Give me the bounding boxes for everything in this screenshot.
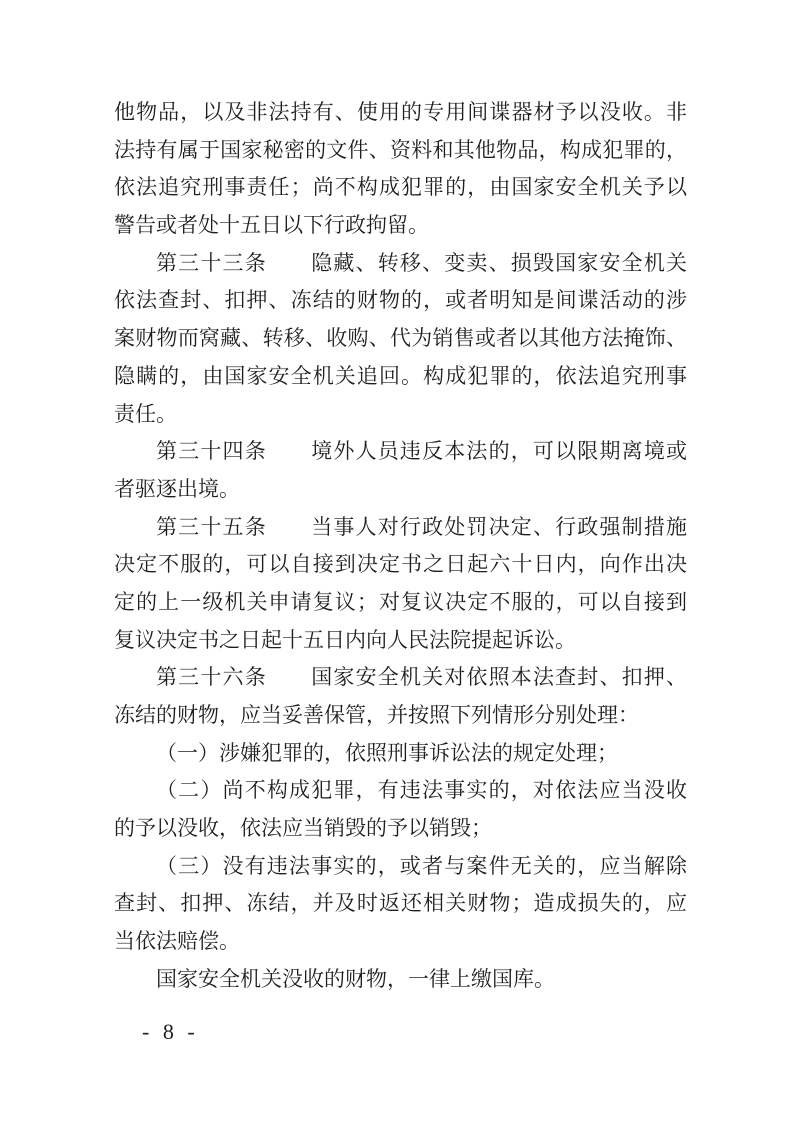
text-line: 案财物而窝藏、转移、收购、代为销售或者以其他方法掩饰、 bbox=[114, 326, 687, 351]
document-text-block bbox=[114, 94, 687, 999]
text-line: 的予以没收，依法应当销毁的予以销毁； bbox=[114, 816, 492, 841]
text-line: 责任。 bbox=[114, 401, 177, 426]
text-line: 依法查封、扣押、冻结的财物的，或者明知是间谍活动的涉 bbox=[114, 288, 687, 313]
text-line: 国家安全机关没收的财物，一律上缴国库。 bbox=[156, 966, 555, 991]
page-number: - 8 - bbox=[142, 1019, 199, 1044]
text-line: 隐瞒的，由国家安全机关追回。构成犯罪的，依法追究刑事 bbox=[114, 363, 687, 388]
text-line: （一）涉嫌犯罪的，依照刑事诉讼法的规定处理； bbox=[156, 740, 618, 765]
text-line: 当依法赔偿。 bbox=[114, 929, 240, 954]
text-line: 复议决定书之日起十五日内向人民法院提起诉讼。 bbox=[114, 627, 576, 652]
text-line: 决定不服的，可以自接到决定书之日起六十日内，向作出决 bbox=[114, 552, 687, 577]
text-line: （三）没有违法事实的，或者与案件无关的，应当解除 bbox=[156, 853, 687, 878]
text-line: 定的上一级机关申请复议；对复议决定不服的，可以自接到 bbox=[114, 589, 687, 614]
text-line: 查封、扣押、冻结，并及时返还相关财物；造成损失的，应 bbox=[114, 891, 687, 916]
text-line: 第三十四条 境外人员违反本法的，可以限期离境或 bbox=[156, 439, 687, 464]
text-line: 第三十六条 国家安全机关对依照本法查封、扣押、 bbox=[156, 665, 687, 690]
text-line: 第三十五条 当事人对行政处罚决定、行政强制措施 bbox=[156, 514, 687, 539]
text-line: 第三十三条 隐藏、转移、变卖、损毁国家安全机关 bbox=[156, 250, 687, 275]
text-line: 者驱逐出境。 bbox=[114, 476, 240, 501]
text-line: 警告或者处十五日以下行政拘留。 bbox=[114, 213, 429, 238]
text-line: 冻结的财物，应当妥善保管，并按照下列情形分别处理： bbox=[114, 703, 639, 727]
text-line: 依法追究刑事责任；尚不构成犯罪的，由国家安全机关予以 bbox=[114, 175, 687, 200]
text-line: （二）尚不构成犯罪，有违法事实的，对依法应当没收 bbox=[156, 778, 687, 803]
text-line: 法持有属于国家秘密的文件、资料和其他物品，构成犯罪的， bbox=[114, 137, 687, 162]
text-line: 他物品，以及非法持有、使用的专用间谍器材予以没收。非 bbox=[114, 100, 687, 124]
